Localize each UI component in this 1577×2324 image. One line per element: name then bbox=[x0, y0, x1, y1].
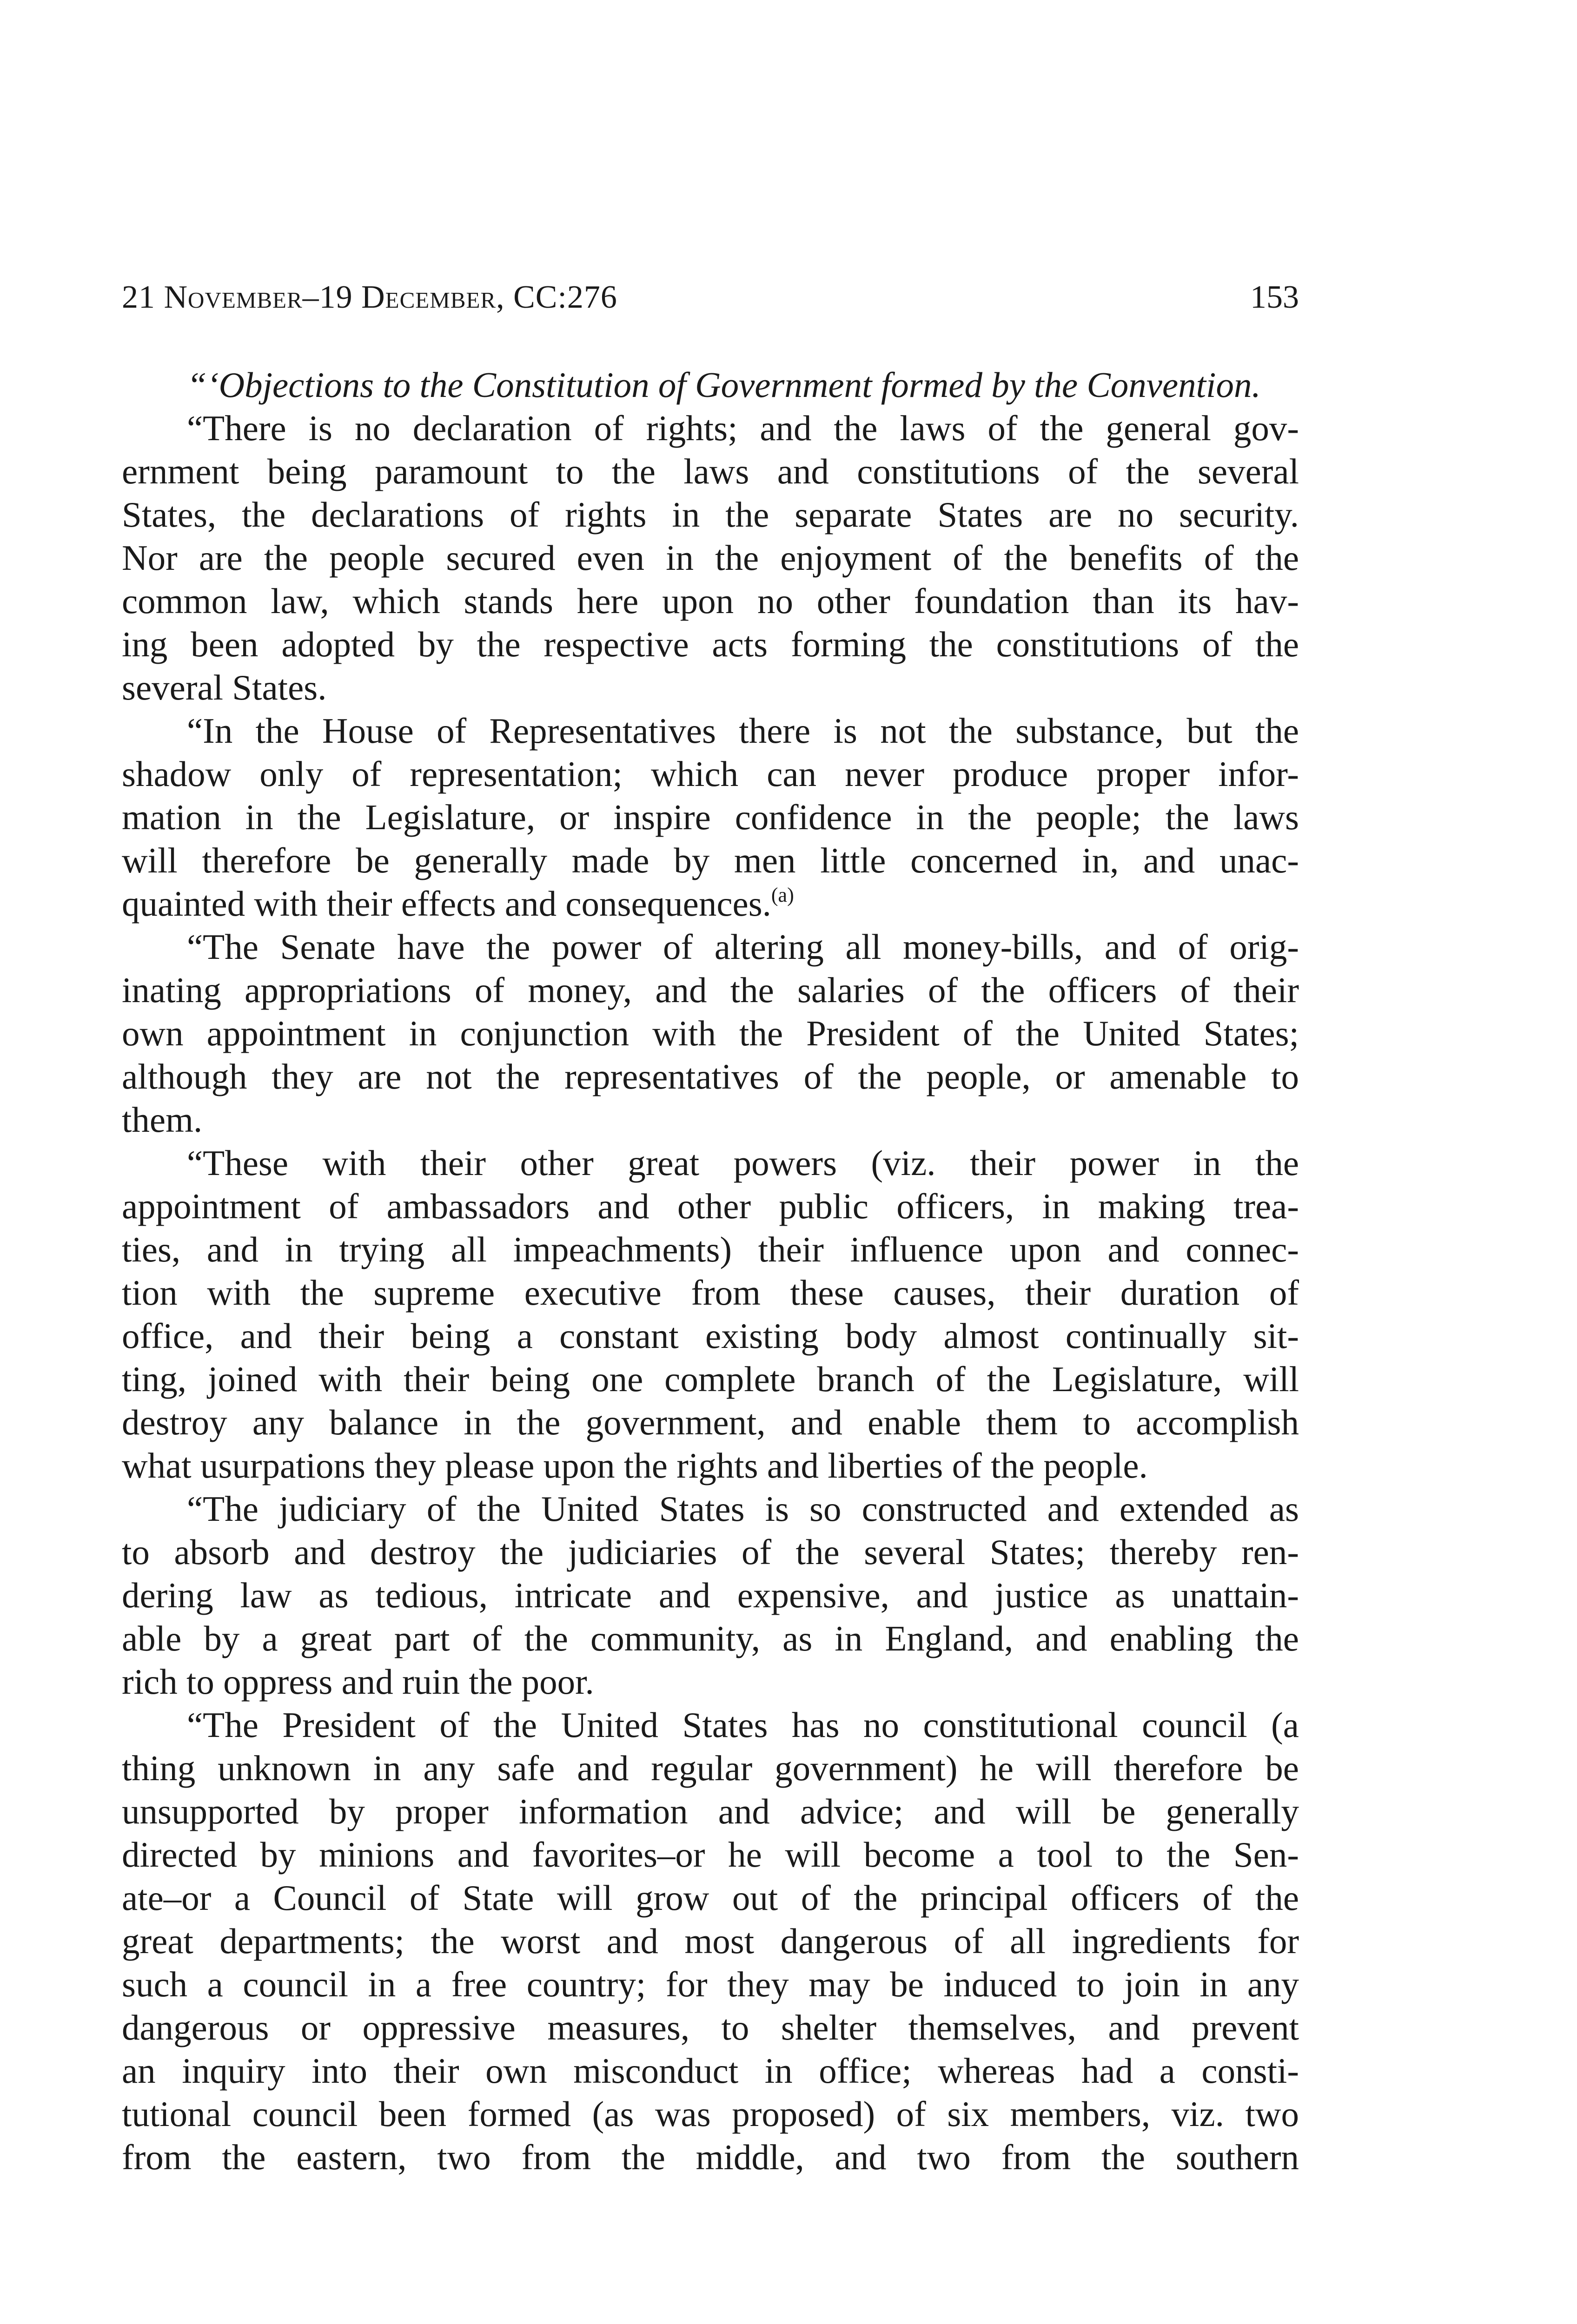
line-text: them. bbox=[122, 1100, 203, 1140]
line-text: from the eastern, two from the middle, and two from the southern bbox=[122, 2137, 1299, 2177]
line-text: great departments; the worst and most dangerous of all ingredients for bbox=[122, 1921, 1299, 1961]
text-line bbox=[122, 493, 1299, 536]
text-line bbox=[122, 1920, 1299, 1963]
objections-heading: “‘Objections to the Constitution of Government formed by the Convention. bbox=[187, 365, 1261, 405]
text-line bbox=[122, 623, 1299, 666]
line-text: common law, which stands here upon no other foundation than its hav- bbox=[122, 581, 1299, 621]
text-line bbox=[122, 1185, 1299, 1228]
line-text: will therefore be generally made by men little concerned in, and unac- bbox=[122, 840, 1299, 880]
line-text: ernment being paramount to the laws and constitutions of the several bbox=[122, 451, 1299, 491]
line-text: directed by minions and favorites–or he will become a tool to the Sen- bbox=[122, 1835, 1299, 1875]
footnote-marker: (a) bbox=[771, 884, 794, 906]
text-line bbox=[122, 2136, 1299, 2179]
paragraph bbox=[122, 1142, 1299, 1487]
line-text: States, the declarations of rights in the separate States are no security. bbox=[122, 495, 1299, 535]
line-text: tion with the supreme executive from these causes, their duration of bbox=[122, 1273, 1299, 1313]
line-text: dering law as tedious, intricate and expensive, and justice as unattain- bbox=[122, 1575, 1299, 1615]
line-text: shadow only of representation; which can never produce proper infor- bbox=[122, 754, 1299, 794]
text-line bbox=[122, 925, 1299, 969]
line-text: to absorb and destroy the judiciaries of the several States; thereby ren- bbox=[122, 1532, 1299, 1572]
text-line bbox=[122, 1574, 1299, 1617]
line-text: ting, joined with their being one complete branch of the Legislature, will bbox=[122, 1359, 1299, 1399]
line-text: such a council in a free country; for they may be induced to join in any bbox=[122, 1964, 1299, 2004]
line-text: “The Senate have the power of altering all money-bills, and of orig- bbox=[187, 927, 1299, 967]
line-text: able by a great part of the community, as in England, and enabling the bbox=[122, 1618, 1299, 1658]
text-line bbox=[122, 1487, 1299, 1531]
text-line bbox=[122, 1142, 1299, 1185]
text-line bbox=[122, 709, 1299, 753]
line-text: mation in the Legislature, or inspire confidence in the people; the laws bbox=[122, 797, 1299, 837]
text-line bbox=[122, 2006, 1299, 2049]
line-text: quainted with their effects and consequences. bbox=[122, 884, 771, 924]
text-line bbox=[122, 1617, 1299, 1660]
text-line bbox=[122, 1833, 1299, 1876]
line-text: “The President of the United States has no constitutional council (a bbox=[187, 1705, 1299, 1745]
text-line bbox=[122, 2049, 1299, 2093]
text-line bbox=[122, 753, 1299, 796]
line-text: inating appropriations of money, and the salaries of the officers of their bbox=[122, 970, 1299, 1010]
text-line bbox=[122, 1747, 1299, 1790]
text-line bbox=[122, 882, 1299, 925]
line-text: “The judiciary of the United States is so constructed and extended as bbox=[187, 1489, 1299, 1529]
line-text: thing unknown in any safe and regular government) he will therefore be bbox=[122, 1748, 1299, 1788]
line-text: “In the House of Representatives there is not the substance, but the bbox=[187, 711, 1299, 751]
line-text: “There is no declaration of rights; and the laws of the general gov- bbox=[187, 408, 1299, 448]
text-line bbox=[122, 407, 1299, 450]
document-body bbox=[122, 363, 1299, 2179]
text-line bbox=[122, 969, 1299, 1012]
paragraph bbox=[122, 925, 1299, 1142]
text-line bbox=[122, 1444, 1299, 1487]
paragraph bbox=[122, 407, 1299, 709]
text-line bbox=[122, 1401, 1299, 1444]
line-text: an inquiry into their own misconduct in office; whereas had a consti- bbox=[122, 2051, 1299, 2091]
text-line bbox=[122, 1055, 1299, 1098]
text-line bbox=[122, 666, 1299, 709]
line-text: “These with their other great powers (viz. their power in the bbox=[187, 1143, 1299, 1183]
line-text: destroy any balance in the government, and enable them to accomplish bbox=[122, 1402, 1299, 1442]
text-line bbox=[122, 1271, 1299, 1314]
line-text: ate–or a Council of State will grow out of the principal officers of the bbox=[122, 1878, 1299, 1918]
text-line bbox=[122, 1963, 1299, 2006]
line-text: although they are not the representatives of the people, or amenable to bbox=[122, 1056, 1299, 1096]
paragraph bbox=[122, 1703, 1299, 2179]
text-line bbox=[122, 536, 1299, 580]
text-line bbox=[122, 1531, 1299, 1574]
line-text: rich to oppress and ruin the poor. bbox=[122, 1662, 594, 1702]
line-text: appointment of ambassadors and other public officers, in making trea- bbox=[122, 1186, 1299, 1226]
line-text: several States. bbox=[122, 667, 327, 707]
text-line bbox=[122, 839, 1299, 882]
text-line bbox=[122, 796, 1299, 839]
line-text: own appointment in conjunction with the President of the United States; bbox=[122, 1013, 1299, 1053]
running-head bbox=[122, 274, 1299, 321]
paragraph bbox=[122, 709, 1299, 925]
text-line bbox=[122, 580, 1299, 623]
paragraph bbox=[122, 1487, 1299, 1703]
text-line bbox=[122, 1876, 1299, 1920]
text-line bbox=[122, 1703, 1299, 1747]
line-text: ties, and in trying all impeachments) their influence upon and connec- bbox=[122, 1229, 1299, 1269]
line-text: unsupported by proper information and advice; and will be generally bbox=[122, 1791, 1299, 1831]
running-head-left: 21 November–19 December, CC:276 bbox=[122, 279, 617, 315]
text-line bbox=[122, 1660, 1299, 1703]
text-line bbox=[122, 1790, 1299, 1833]
line-text: what usurpations they please upon the rights and liberties of the people. bbox=[122, 1446, 1148, 1486]
text-line bbox=[122, 450, 1299, 493]
text-line bbox=[122, 1314, 1299, 1358]
text-line bbox=[122, 1012, 1299, 1055]
line-text: tutional council been formed (as was proposed) of six members, viz. two bbox=[122, 2094, 1299, 2134]
text-line bbox=[122, 1358, 1299, 1401]
page-number: 153 bbox=[1250, 279, 1299, 315]
text-line bbox=[122, 1098, 1299, 1142]
line-text: Nor are the people secured even in the enjoyment of the benefits of the bbox=[122, 538, 1299, 578]
line-text: office, and their being a constant existing body almost continually sit- bbox=[122, 1316, 1299, 1356]
line-text: ing been adopted by the respective acts forming the constitutions of the bbox=[122, 624, 1299, 664]
line-text: dangerous or oppressive measures, to shelter themselves, and prevent bbox=[122, 2007, 1299, 2047]
text-line bbox=[122, 2093, 1299, 2136]
text-line bbox=[122, 1228, 1299, 1271]
